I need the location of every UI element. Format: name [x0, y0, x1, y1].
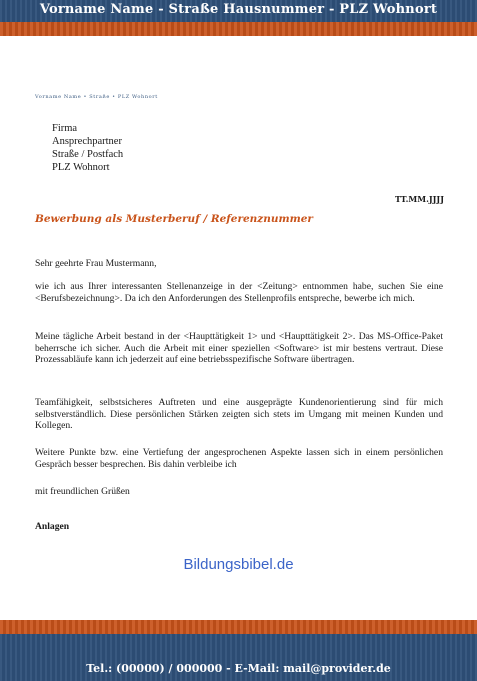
- watermark-link[interactable]: Bildungsbibel.de: [183, 556, 294, 573]
- closing-greeting: mit freundlichen Grüßen: [35, 486, 130, 497]
- letter-date: TT.MM.JJJJ: [394, 194, 444, 204]
- sender-return-address: Vorname Name • Straße • PLZ Wohnort: [35, 94, 158, 100]
- footer-contact: Tel.: (00000) / 000000 - E-Mail: mail@provider.de: [86, 662, 391, 675]
- paragraph-interview: Weitere Punkte bzw. eine Vertiefung der angesprochenen Aspekte lassen sich in einem persönlichen Gespräch besser besprechen. Bis dahin verbleibe ich: [35, 447, 443, 470]
- footer-stripe: [0, 620, 477, 634]
- recipient-city: PLZ Wohnort: [52, 162, 110, 173]
- recipient-address: [52, 122, 123, 174]
- attachments-label: Anlagen: [35, 521, 70, 532]
- header-title: Vorname Name - Straße Hausnummer - PLZ Wohnort: [39, 2, 438, 17]
- recipient-company: Firma: [52, 123, 78, 134]
- header-stripe: [0, 22, 477, 36]
- recipient-contact-person: Ansprechpartner: [52, 136, 122, 147]
- letter-subject: Bewerbung als Musterberuf / Referenznummer: [35, 213, 313, 225]
- paragraph-soft-skills: Teamfähigkeit, selbstsicheres Auftreten und eine ausgeprägte Kundenorientierung sind für mich selbstverständlich. Diese persönlichen Stärken zeigten sich stets im Umgang mit meinen Kunden und Kollegen.: [35, 397, 443, 431]
- paragraph-intro: wie ich aus Ihrer interessanten Stellenanzeige in der <Zeitung> entnommen habe, suchen Sie eine <Berufsbezeichnung>. Da ich den Anforderungen des Stellenprofils entspreche, bewerbe ich mich.: [35, 281, 443, 304]
- paragraph-experience: Meine tägliche Arbeit bestand in der <Haupttätigkeit 1> und <Haupttätigkeit 2>. Das MS-Office-Paket beherrsche ich sicher. Auch die Arbeit mit einer speziellen <Software> ist mir bestens vertraut. Diese Prozessabläufe kann ich jederzeit auf eine betriebsspezifische Software übertragen.: [35, 331, 443, 365]
- salutation: Sehr geehrte Frau Mustermann,: [35, 258, 157, 269]
- recipient-street: Straße / Postfach: [52, 149, 124, 160]
